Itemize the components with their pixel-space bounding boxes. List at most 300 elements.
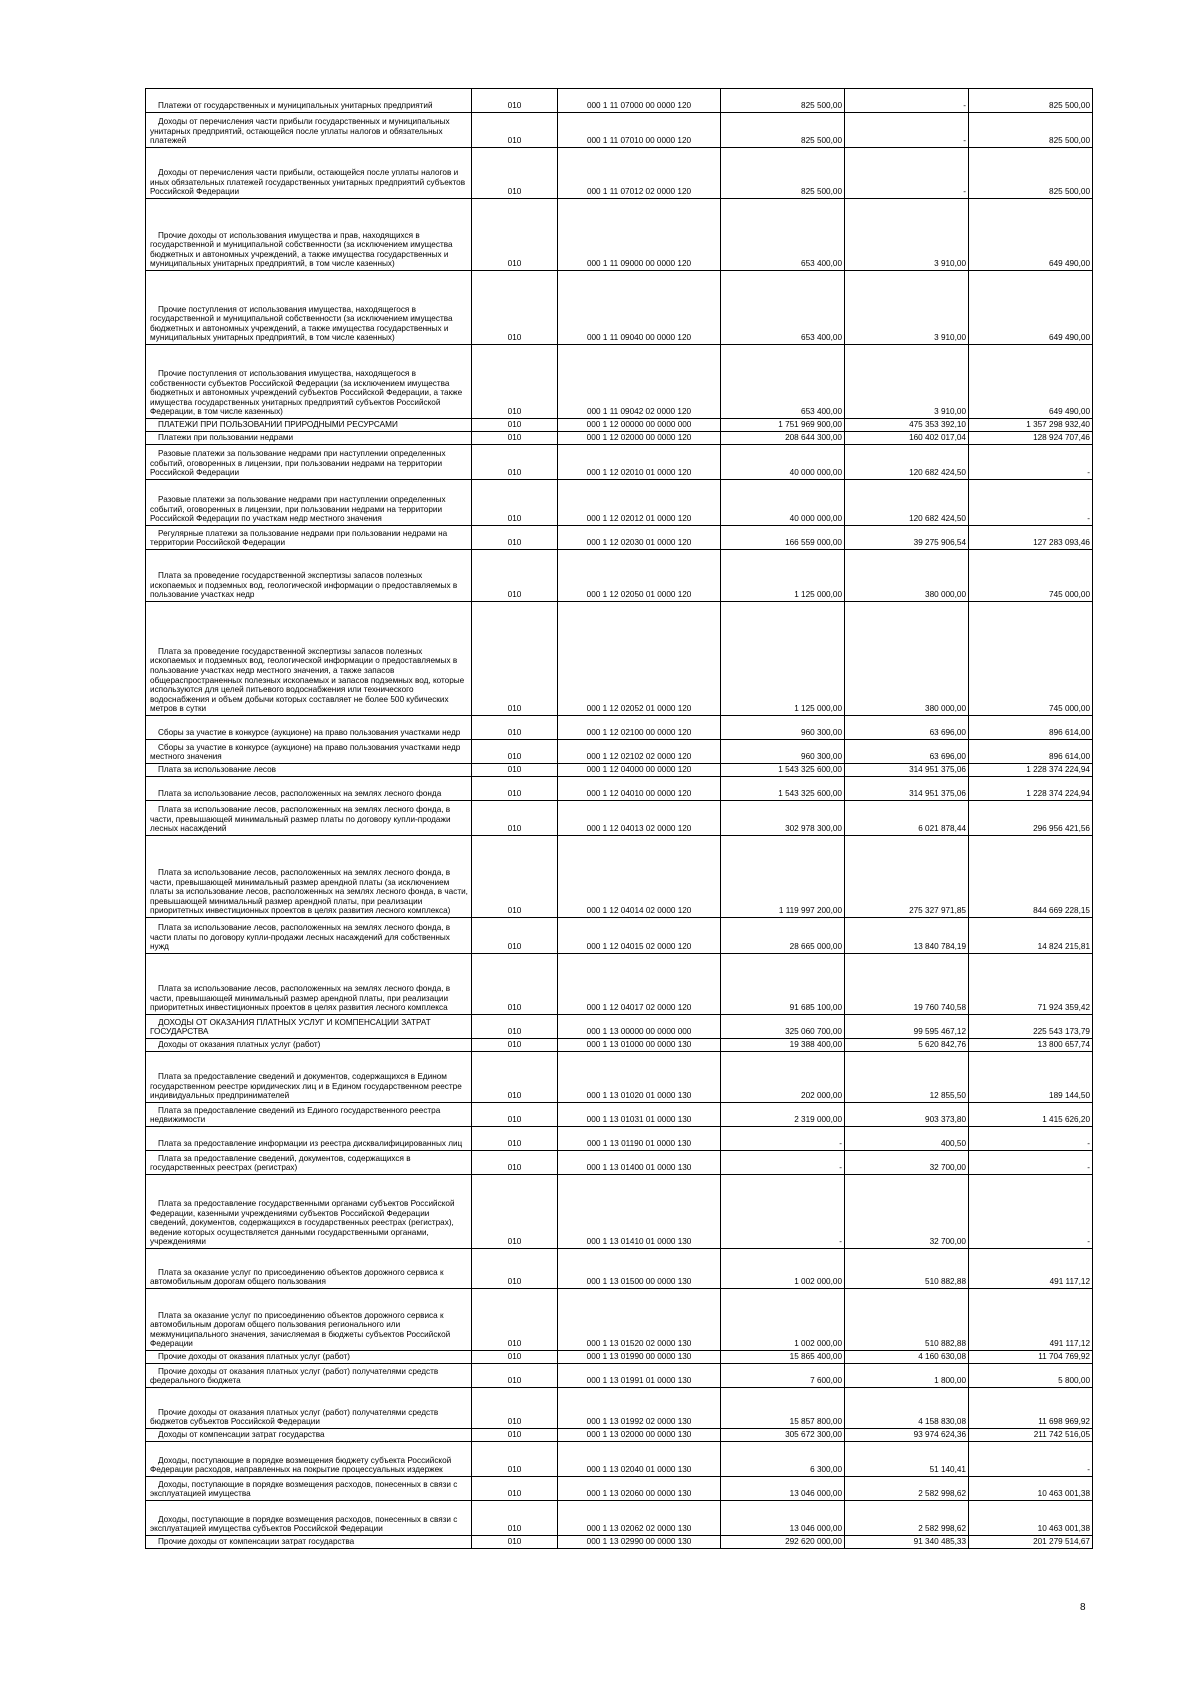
row-name-text: Доходы, поступающие в порядке возмещения расходов, понесенных в связи с эксплуатацией имущества: [150, 1479, 458, 1499]
row-remaining-amount: 5 800,00: [969, 1364, 1093, 1388]
row-line-code: 010: [472, 918, 558, 954]
row-name: [146, 954, 472, 1015]
table-row: [146, 1536, 1093, 1549]
row-line-code: 010: [472, 1015, 558, 1039]
row-line-code: 010: [472, 1289, 558, 1351]
row-approved-amount: 166 559 000,00: [721, 526, 845, 550]
row-name-text: Плата за предоставление сведений из Единого государственного реестра недвижимости: [150, 1105, 441, 1125]
row-line-code: 010: [472, 445, 558, 480]
row-budget-code: 000 1 11 09040 00 0000 120: [558, 271, 721, 345]
table-row: [146, 345, 1093, 419]
row-executed-amount: 3 910,00: [845, 271, 969, 345]
row-executed-amount: 63 696,00: [845, 740, 969, 764]
row-name-text: Разовые платежи за пользование недрами при наступлении определенных событий, оговоренных в лицензии, при пользовании недрами на территории Российской Федерации по участкам недр местного значения: [150, 495, 446, 524]
row-executed-amount: 903 373,80: [845, 1103, 969, 1127]
row-executed-amount: 475 353 392,10: [845, 419, 969, 432]
row-approved-amount: 325 060 700,00: [721, 1015, 845, 1039]
row-approved-amount: 653 400,00: [721, 199, 845, 271]
row-approved-amount: 825 500,00: [721, 89, 845, 113]
row-name: [146, 777, 472, 801]
row-budget-code: 000 1 12 02052 01 0000 120: [558, 602, 721, 716]
row-line-code: 010: [472, 89, 558, 113]
table-row: [146, 602, 1093, 716]
row-name: [146, 1052, 472, 1103]
table-row: [146, 777, 1093, 801]
revenue-table: [145, 88, 1093, 1549]
row-budget-code: 000 1 12 04017 02 0000 120: [558, 954, 721, 1015]
table-row: [146, 918, 1093, 954]
row-executed-amount: 99 595 467,12: [845, 1015, 969, 1039]
row-remaining-amount: 296 956 421,56: [969, 801, 1093, 836]
row-approved-amount: 1 543 325 600,00: [721, 764, 845, 777]
row-name: [146, 419, 472, 432]
row-name-text: Прочие поступления от использования имущества, находящегося в государственной и муниципальной собственности (за исключением имущества бюджетных и автономных учреждений, а также имущества государственных и муниципальных унитарных предприятий, в том числе казенных): [150, 304, 453, 343]
row-budget-code: 000 1 13 01400 01 0000 130: [558, 1151, 721, 1175]
row-approved-amount: 40 000 000,00: [721, 480, 845, 526]
table-row: [146, 954, 1093, 1015]
row-name: [146, 199, 472, 271]
row-executed-amount: 380 000,00: [845, 550, 969, 602]
row-name-text: Прочие поступления от использования имущества, находящегося в собственности субъектов Российской Федерации (за исключением имущества бюджетных и автономных учреждений субъектов Российской Федерации, а также имущества государственных унитарных предприятий субъектов Российской Федерации, в том числе казенных): [150, 369, 463, 417]
row-name: [146, 1477, 472, 1501]
row-budget-code: 000 1 12 02000 00 0000 120: [558, 432, 721, 445]
row-name-text: Плата за проведение государственной экспертизы запасов полезных ископаемых и подземных вод, геологической информации о предоставляемых в пользование участках недр местного значения, а также запасов общераспространенных полезных ископаемых и запасов подземных вод, которые используются для целей питьевого водоснабжения или технического водоснабжения и объем добычи которых составляет не более 500 кубических метров в сутки: [150, 646, 465, 714]
row-name: [146, 1151, 472, 1175]
row-executed-amount: 6 021 878,44: [845, 801, 969, 836]
row-name: [146, 1501, 472, 1536]
row-executed-amount: 510 882,88: [845, 1249, 969, 1289]
row-approved-amount: 28 665 000,00: [721, 918, 845, 954]
row-remaining-amount: -: [969, 1127, 1093, 1151]
row-remaining-amount: 649 490,00: [969, 199, 1093, 271]
table-row: [146, 1477, 1093, 1501]
row-remaining-amount: 825 500,00: [969, 148, 1093, 199]
row-line-code: 010: [472, 345, 558, 419]
row-approved-amount: 302 978 300,00: [721, 801, 845, 836]
table-row: [146, 113, 1093, 148]
row-budget-code: 000 1 11 07010 00 0000 120: [558, 113, 721, 148]
table-row: [146, 1388, 1093, 1429]
row-line-code: 010: [472, 801, 558, 836]
row-approved-amount: 13 046 000,00: [721, 1477, 845, 1501]
row-name: [146, 526, 472, 550]
row-approved-amount: -: [721, 1175, 845, 1249]
row-executed-amount: 32 700,00: [845, 1175, 969, 1249]
row-line-code: 010: [472, 1351, 558, 1364]
row-remaining-amount: 11 704 769,92: [969, 1351, 1093, 1364]
row-remaining-amount: 127 283 093,46: [969, 526, 1093, 550]
row-approved-amount: 6 300,00: [721, 1442, 845, 1477]
row-name: [146, 1364, 472, 1388]
row-budget-code: 000 1 13 02990 00 0000 130: [558, 1536, 721, 1549]
row-approved-amount: 15 865 400,00: [721, 1351, 845, 1364]
row-remaining-amount: 745 000,00: [969, 602, 1093, 716]
row-approved-amount: 2 319 000,00: [721, 1103, 845, 1127]
row-remaining-amount: 10 463 001,38: [969, 1477, 1093, 1501]
row-budget-code: 000 1 12 04010 00 0000 120: [558, 777, 721, 801]
row-budget-code: 000 1 12 00000 00 0000 000: [558, 419, 721, 432]
row-line-code: 010: [472, 419, 558, 432]
row-approved-amount: 1 125 000,00: [721, 602, 845, 716]
row-budget-code: 000 1 13 01410 01 0000 130: [558, 1175, 721, 1249]
row-name-text: Доходы от компенсации затрат государства: [158, 1430, 325, 1440]
row-name-text: Прочие доходы от использования имущества и прав, находящихся в государственной и муниципальной собственности (за исключением имущества бюджетных и автономных учреждений, а также имущества государственных и муниципальных унитарных предприятий, в том числе казенных): [150, 230, 453, 269]
row-name-text: Плата за проведение государственной экспертизы запасов полезных ископаемых и подземных вод, геологической информации о предоставляемых в пользование участках недр: [150, 571, 458, 600]
row-line-code: 010: [472, 1175, 558, 1249]
row-budget-code: 000 1 11 09042 02 0000 120: [558, 345, 721, 419]
row-executed-amount: 3 910,00: [845, 199, 969, 271]
row-approved-amount: 1 543 325 600,00: [721, 777, 845, 801]
table-row: [146, 1052, 1093, 1103]
row-remaining-amount: -: [969, 445, 1093, 480]
row-name: [146, 1429, 472, 1442]
row-approved-amount: 15 857 800,00: [721, 1388, 845, 1429]
row-executed-amount: 1 800,00: [845, 1364, 969, 1388]
row-name-text: Платежи от государственных и муниципальных унитарных предприятий: [158, 101, 433, 111]
row-approved-amount: -: [721, 1127, 845, 1151]
table-row: [146, 1151, 1093, 1175]
table-row: [146, 1364, 1093, 1388]
row-executed-amount: 32 700,00: [845, 1151, 969, 1175]
row-name: [146, 1127, 472, 1151]
row-approved-amount: 1 125 000,00: [721, 550, 845, 602]
row-line-code: 010: [472, 777, 558, 801]
row-name-text: Плата за предоставление сведений и документов, содержащихся в Едином государственном реестре юридических лиц и в Едином государственном реестре индивидуальных предпринимателей: [150, 1072, 462, 1101]
row-name-text: ПЛАТЕЖИ ПРИ ПОЛЬЗОВАНИИ ПРИРОДНЫМИ РЕСУРСАМИ: [158, 420, 398, 430]
row-name-text: Плата за использование лесов, расположенных на землях лесного фонда, в части, превышающей минимальный размер арендной платы (за исключением платы за использование лесов, расположенных на землях лесного фонда, в части, превышающей минимальный размер арендной платы, при реализации приоритетных инвестиционных проектов в целях развития лесного комплекса): [150, 868, 468, 916]
row-name: [146, 764, 472, 777]
row-approved-amount: -: [721, 1151, 845, 1175]
row-name-text: Доходы от перечисления части прибыли государственных и муниципальных унитарных предприятий, остающейся после уплаты налогов и обязательных платежей: [150, 117, 450, 146]
row-line-code: 010: [472, 113, 558, 148]
row-name-text: Плата за оказание услуг по присоединению объектов дорожного сервиса к автомобильным дорогам общего пользования: [150, 1267, 444, 1287]
table-row: [146, 419, 1093, 432]
row-remaining-amount: 225 543 173,79: [969, 1015, 1093, 1039]
row-executed-amount: 2 582 998,62: [845, 1477, 969, 1501]
row-line-code: 010: [472, 1442, 558, 1477]
row-executed-amount: 510 882,88: [845, 1289, 969, 1351]
row-name-text: Прочие доходы от компенсации затрат государства: [158, 1537, 355, 1547]
row-name-text: Плата за использование лесов, расположенных на землях лесного фонда, в части, превышающей минимальный размер платы по договору купли-продажи лесных насаждений: [150, 805, 451, 834]
row-name-text: Доходы от перечисления части прибыли, остающейся после уплаты налогов и иных обязательных платежей государственных унитарных предприятий субъектов Российской Федерации: [150, 168, 466, 197]
row-remaining-amount: 211 742 516,05: [969, 1429, 1093, 1442]
table-row: [146, 148, 1093, 199]
row-budget-code: 000 1 13 02000 00 0000 130: [558, 1429, 721, 1442]
row-line-code: 010: [472, 1429, 558, 1442]
row-approved-amount: 40 000 000,00: [721, 445, 845, 480]
row-executed-amount: 120 682 424,50: [845, 445, 969, 480]
row-name: [146, 1039, 472, 1052]
row-remaining-amount: 1 228 374 224,94: [969, 764, 1093, 777]
row-line-code: 010: [472, 480, 558, 526]
row-name: [146, 1388, 472, 1429]
row-executed-amount: 120 682 424,50: [845, 480, 969, 526]
row-name-text: Плата за использование лесов: [158, 765, 276, 775]
row-budget-code: 000 1 13 01031 01 0000 130: [558, 1103, 721, 1127]
row-remaining-amount: 71 924 359,42: [969, 954, 1093, 1015]
row-name-text: Платежи при пользовании недрами: [158, 433, 294, 443]
row-name-text: ДОХОДЫ ОТ ОКАЗАНИЯ ПЛАТНЫХ УСЛУГ И КОМПЕНСАЦИИ ЗАТРАТ ГОСУДАРСТВА: [150, 1017, 431, 1037]
row-approved-amount: 1 002 000,00: [721, 1289, 845, 1351]
row-approved-amount: 1 119 997 200,00: [721, 836, 845, 918]
table-row: [146, 1103, 1093, 1127]
row-budget-code: 000 1 12 02012 01 0000 120: [558, 480, 721, 526]
table-row: [146, 1249, 1093, 1289]
row-line-code: 010: [472, 1477, 558, 1501]
table-row: [146, 1039, 1093, 1052]
row-remaining-amount: 896 614,00: [969, 740, 1093, 764]
row-remaining-amount: 491 117,12: [969, 1289, 1093, 1351]
row-budget-code: 000 1 13 01990 00 0000 130: [558, 1351, 721, 1364]
row-remaining-amount: 14 824 215,81: [969, 918, 1093, 954]
row-budget-code: 000 1 12 02030 01 0000 120: [558, 526, 721, 550]
row-executed-amount: 4 158 830,08: [845, 1388, 969, 1429]
row-name-text: Прочие доходы от оказания платных услуг (работ) получателями средств федерального бюджета: [150, 1366, 439, 1386]
row-budget-code: 000 1 12 02102 02 0000 120: [558, 740, 721, 764]
row-executed-amount: 93 974 624,36: [845, 1429, 969, 1442]
row-budget-code: 000 1 12 04014 02 0000 120: [558, 836, 721, 918]
row-line-code: 010: [472, 1103, 558, 1127]
table-row: [146, 526, 1093, 550]
row-name: [146, 271, 472, 345]
row-line-code: 010: [472, 1039, 558, 1052]
row-name: [146, 113, 472, 148]
row-line-code: 010: [472, 550, 558, 602]
row-budget-code: 000 1 13 00000 00 0000 000: [558, 1015, 721, 1039]
revenue-table-body: [146, 89, 1093, 1549]
table-row: [146, 89, 1093, 113]
row-remaining-amount: 128 924 707,46: [969, 432, 1093, 445]
row-budget-code: 000 1 13 01992 02 0000 130: [558, 1388, 721, 1429]
row-remaining-amount: 844 669 228,15: [969, 836, 1093, 918]
row-line-code: 010: [472, 271, 558, 345]
row-name-text: Регулярные платежи за пользование недрами при пользовании недрами на территории Российской Федерации: [150, 528, 448, 548]
row-line-code: 010: [472, 1536, 558, 1549]
row-executed-amount: 160 402 017,04: [845, 432, 969, 445]
table-row: [146, 740, 1093, 764]
row-line-code: 010: [472, 740, 558, 764]
row-remaining-amount: -: [969, 1175, 1093, 1249]
row-name: [146, 716, 472, 740]
row-name: [146, 445, 472, 480]
row-name: [146, 801, 472, 836]
row-budget-code: 000 1 12 02050 01 0000 120: [558, 550, 721, 602]
row-name: [146, 1442, 472, 1477]
row-line-code: 010: [472, 1249, 558, 1289]
row-approved-amount: 7 600,00: [721, 1364, 845, 1388]
row-executed-amount: 4 160 630,08: [845, 1351, 969, 1364]
row-line-code: 010: [472, 1127, 558, 1151]
row-approved-amount: 825 500,00: [721, 148, 845, 199]
row-name-text: Плата за оказание услуг по присоединению объектов дорожного сервиса к автомобильным дорогам общего пользования регионального или межмуниципального значения, зачисляемая в бюджеты субъектов Российской Федерации: [150, 1310, 451, 1349]
row-remaining-amount: 1 357 298 932,40: [969, 419, 1093, 432]
row-budget-code: 000 1 13 01991 01 0000 130: [558, 1364, 721, 1388]
row-name: [146, 1536, 472, 1549]
row-budget-code: 000 1 11 07012 02 0000 120: [558, 148, 721, 199]
table-row: [146, 1429, 1093, 1442]
row-name-text: Доходы от оказания платных услуг (работ): [158, 1040, 321, 1050]
row-budget-code: 000 1 12 04000 00 0000 120: [558, 764, 721, 777]
row-budget-code: 000 1 11 07000 00 0000 120: [558, 89, 721, 113]
row-name-text: Плата за использование лесов, расположенных на землях лесного фонда: [158, 789, 442, 799]
row-executed-amount: 63 696,00: [845, 716, 969, 740]
row-remaining-amount: 896 614,00: [969, 716, 1093, 740]
row-remaining-amount: 1 228 374 224,94: [969, 777, 1093, 801]
row-remaining-amount: 1 415 626,20: [969, 1103, 1093, 1127]
row-name-text: Разовые платежи за пользование недрами при наступлении определенных событий, оговоренных в лицензии, при пользовании недрами на территории Российской Федерации: [150, 449, 446, 478]
row-name: [146, 1351, 472, 1364]
row-remaining-amount: 649 490,00: [969, 271, 1093, 345]
row-line-code: 010: [472, 1052, 558, 1103]
table-row: [146, 1501, 1093, 1536]
row-remaining-amount: 11 698 969,92: [969, 1388, 1093, 1429]
row-executed-amount: 12 855,50: [845, 1052, 969, 1103]
row-budget-code: 000 1 13 01000 00 0000 130: [558, 1039, 721, 1052]
row-name-text: Плата за использование лесов, расположенных на землях лесного фонда, в части платы по договору купли-продажи лесных насаждений для собственных нужд: [150, 923, 451, 952]
row-approved-amount: 825 500,00: [721, 113, 845, 148]
row-name-text: Плата за предоставление сведений, документов, содержащихся в государственных реестрах (регистрах): [150, 1153, 411, 1173]
row-name-text: Доходы, поступающие в порядке возмещения расходов, понесенных в связи с эксплуатацией имущества субъектов Российской Федерации: [150, 1514, 458, 1534]
row-remaining-amount: -: [969, 1442, 1093, 1477]
table-row: [146, 836, 1093, 918]
row-name: [146, 602, 472, 716]
row-name: [146, 918, 472, 954]
row-budget-code: 000 1 12 02010 01 0000 120: [558, 445, 721, 480]
row-budget-code: 000 1 13 01500 00 0000 130: [558, 1249, 721, 1289]
row-name: [146, 1289, 472, 1351]
row-remaining-amount: 745 000,00: [969, 550, 1093, 602]
row-line-code: 010: [472, 1151, 558, 1175]
table-row: [146, 445, 1093, 480]
row-approved-amount: 1 751 969 900,00: [721, 419, 845, 432]
row-name: [146, 1103, 472, 1127]
row-approved-amount: 960 300,00: [721, 740, 845, 764]
row-budget-code: 000 1 13 01190 01 0000 130: [558, 1127, 721, 1151]
row-executed-amount: 400,50: [845, 1127, 969, 1151]
row-approved-amount: 19 388 400,00: [721, 1039, 845, 1052]
row-name-text: Плата за предоставление информации из реестра дисквалифицированных лиц: [158, 1139, 463, 1149]
page-number: 8: [1080, 1602, 1086, 1613]
table-row: [146, 1127, 1093, 1151]
row-approved-amount: 653 400,00: [721, 271, 845, 345]
row-executed-amount: 3 910,00: [845, 345, 969, 419]
table-row: [146, 271, 1093, 345]
row-budget-code: 000 1 12 04013 02 0000 120: [558, 801, 721, 836]
row-name: [146, 480, 472, 526]
row-name: [146, 836, 472, 918]
row-budget-code: 000 1 13 01520 02 0000 130: [558, 1289, 721, 1351]
row-name-text: Прочие доходы от оказания платных услуг (работ): [158, 1352, 351, 1362]
row-executed-amount: 380 000,00: [845, 602, 969, 716]
row-executed-amount: 275 327 971,85: [845, 836, 969, 918]
row-name-text: Доходы, поступающие в порядке возмещения бюджету субъекта Российской Федерации расходов, направленных на покрытие процессуальных издержек: [150, 1455, 452, 1475]
row-executed-amount: 51 140,41: [845, 1442, 969, 1477]
row-approved-amount: 292 620 000,00: [721, 1536, 845, 1549]
row-line-code: 010: [472, 602, 558, 716]
row-line-code: 010: [472, 148, 558, 199]
revenue-table-sheet: [145, 88, 1092, 1549]
row-name: [146, 1015, 472, 1039]
row-approved-amount: 208 644 300,00: [721, 432, 845, 445]
row-name: [146, 1249, 472, 1289]
row-budget-code: 000 1 13 02040 01 0000 130: [558, 1442, 721, 1477]
row-budget-code: 000 1 12 04015 02 0000 120: [558, 918, 721, 954]
table-row: [146, 550, 1093, 602]
row-name: [146, 345, 472, 419]
row-remaining-amount: 825 500,00: [969, 89, 1093, 113]
row-name-text: Прочие доходы от оказания платных услуг (работ) получателями средств бюджетов субъектов Российской Федерации: [150, 1407, 439, 1427]
table-row: [146, 1289, 1093, 1351]
table-row: [146, 1442, 1093, 1477]
row-approved-amount: 305 672 300,00: [721, 1429, 845, 1442]
table-row: [146, 480, 1093, 526]
row-line-code: 010: [472, 954, 558, 1015]
row-line-code: 010: [472, 1501, 558, 1536]
table-row: [146, 1175, 1093, 1249]
row-name-text: Сборы за участие в конкурсе (аукционе) на право пользования участками недр местного значения: [150, 742, 461, 762]
table-row: [146, 1015, 1093, 1039]
table-row: [146, 764, 1093, 777]
row-budget-code: 000 1 12 02100 00 0000 120: [558, 716, 721, 740]
row-remaining-amount: 13 800 657,74: [969, 1039, 1093, 1052]
row-name: [146, 148, 472, 199]
row-approved-amount: 13 046 000,00: [721, 1501, 845, 1536]
row-name: [146, 432, 472, 445]
row-remaining-amount: 201 279 514,67: [969, 1536, 1093, 1549]
row-name-text: Плата за использование лесов, расположенных на землях лесного фонда, в части, превышающей минимальный размер арендной платы, при реализации приоритетных инвестиционных проектов в целях развития лесного комплекса: [150, 984, 451, 1013]
table-row: [146, 1351, 1093, 1364]
row-executed-amount: 5 620 842,76: [845, 1039, 969, 1052]
row-executed-amount: -: [845, 148, 969, 199]
row-approved-amount: 1 002 000,00: [721, 1249, 845, 1289]
row-executed-amount: 314 951 375,06: [845, 777, 969, 801]
table-row: [146, 801, 1093, 836]
table-row: [146, 432, 1093, 445]
row-executed-amount: 91 340 485,33: [845, 1536, 969, 1549]
row-line-code: 010: [472, 716, 558, 740]
row-line-code: 010: [472, 1388, 558, 1429]
row-remaining-amount: 649 490,00: [969, 345, 1093, 419]
row-executed-amount: 314 951 375,06: [845, 764, 969, 777]
table-row: [146, 199, 1093, 271]
row-name-text: Плата за предоставление государственными органами субъектов Российской Федерации, казенными учреждениями субъектов Российской Федерации сведений, документов, содержащихся в государственных реестрах (регистрах), ведение которых осуществляется данными государственными органами, учреждениями: [150, 1199, 455, 1247]
row-name-text: Сборы за участие в конкурсе (аукционе) на право пользования участками недр: [158, 728, 461, 738]
row-name: [146, 89, 472, 113]
row-budget-code: 000 1 13 02060 00 0000 130: [558, 1477, 721, 1501]
row-line-code: 010: [472, 199, 558, 271]
row-approved-amount: 653 400,00: [721, 345, 845, 419]
row-approved-amount: 960 300,00: [721, 716, 845, 740]
row-remaining-amount: 189 144,50: [969, 1052, 1093, 1103]
row-approved-amount: 91 685 100,00: [721, 954, 845, 1015]
row-budget-code: 000 1 13 01020 01 0000 130: [558, 1052, 721, 1103]
row-line-code: 010: [472, 432, 558, 445]
row-line-code: 010: [472, 836, 558, 918]
row-line-code: 010: [472, 764, 558, 777]
row-executed-amount: 19 760 740,58: [845, 954, 969, 1015]
row-line-code: 010: [472, 526, 558, 550]
row-budget-code: 000 1 11 09000 00 0000 120: [558, 199, 721, 271]
table-row: [146, 716, 1093, 740]
row-name: [146, 1175, 472, 1249]
row-executed-amount: -: [845, 113, 969, 148]
row-executed-amount: 13 840 784,19: [845, 918, 969, 954]
row-remaining-amount: -: [969, 1151, 1093, 1175]
row-executed-amount: 39 275 906,54: [845, 526, 969, 550]
row-remaining-amount: -: [969, 480, 1093, 526]
row-name: [146, 550, 472, 602]
row-executed-amount: -: [845, 89, 969, 113]
